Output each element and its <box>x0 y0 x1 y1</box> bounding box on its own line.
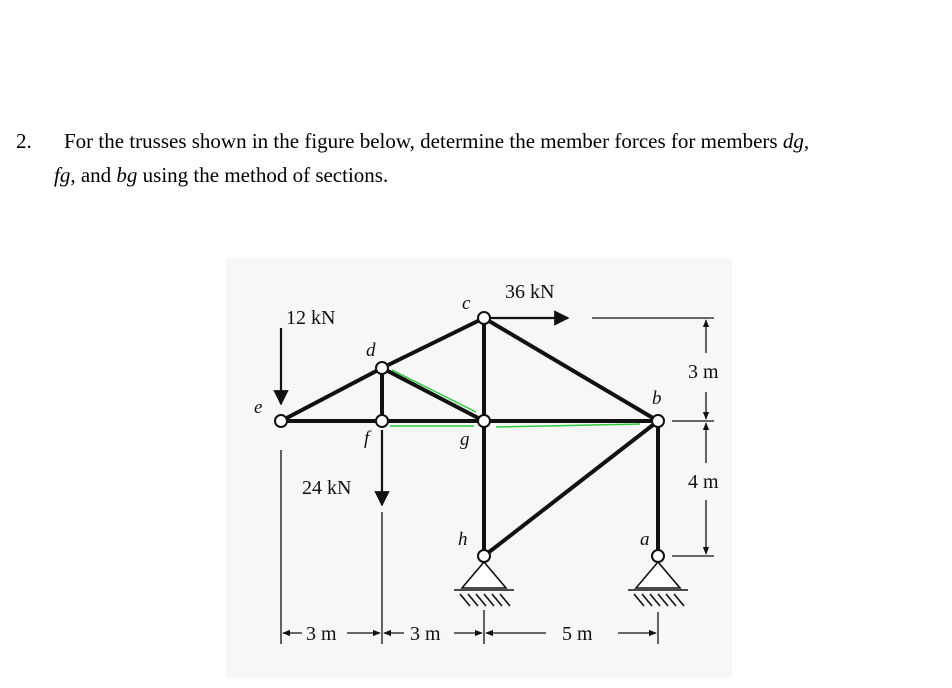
load-label-24kn: 24 kN <box>302 477 352 499</box>
member-bg: bg <box>116 163 138 187</box>
problem-text-after: using the method of sections. <box>137 163 389 187</box>
node-label-h: h <box>458 529 468 550</box>
member-fg: fg <box>54 163 71 187</box>
node-label-c: c <box>462 293 471 314</box>
node-label-d: d <box>366 340 376 361</box>
dim-label-3m-first: 3 m <box>306 623 337 645</box>
problem-number: 2. <box>16 129 32 153</box>
node-label-f: f <box>364 428 370 449</box>
joint-h <box>478 550 490 562</box>
separator-2: , and <box>70 163 117 187</box>
dim-label-3m-second: 3 m <box>410 623 441 645</box>
separator-1: , <box>803 129 810 153</box>
joint-a <box>652 550 664 562</box>
joint-f <box>376 415 388 427</box>
member-dg: dg <box>782 129 804 153</box>
joint-e <box>275 415 287 427</box>
load-label-12kn: 12 kN <box>286 307 336 329</box>
dim-label-3m-vertical: 3 m <box>688 361 719 383</box>
node-label-b: b <box>652 388 662 409</box>
load-label-36kn: 36 kN <box>505 281 555 303</box>
joint-c <box>478 312 490 324</box>
dim-label-5m: 5 m <box>562 623 593 645</box>
dim-label-4m-vertical: 4 m <box>688 471 719 493</box>
node-label-g: g <box>460 429 470 450</box>
joint-d <box>376 362 388 374</box>
node-label-e: e <box>254 397 263 418</box>
joint-b <box>652 415 664 427</box>
problem-text-before: For the trusses shown in the figure below, determine the member forces for members <box>64 129 783 153</box>
joint-g <box>478 415 490 427</box>
node-label-a: a <box>640 529 650 550</box>
